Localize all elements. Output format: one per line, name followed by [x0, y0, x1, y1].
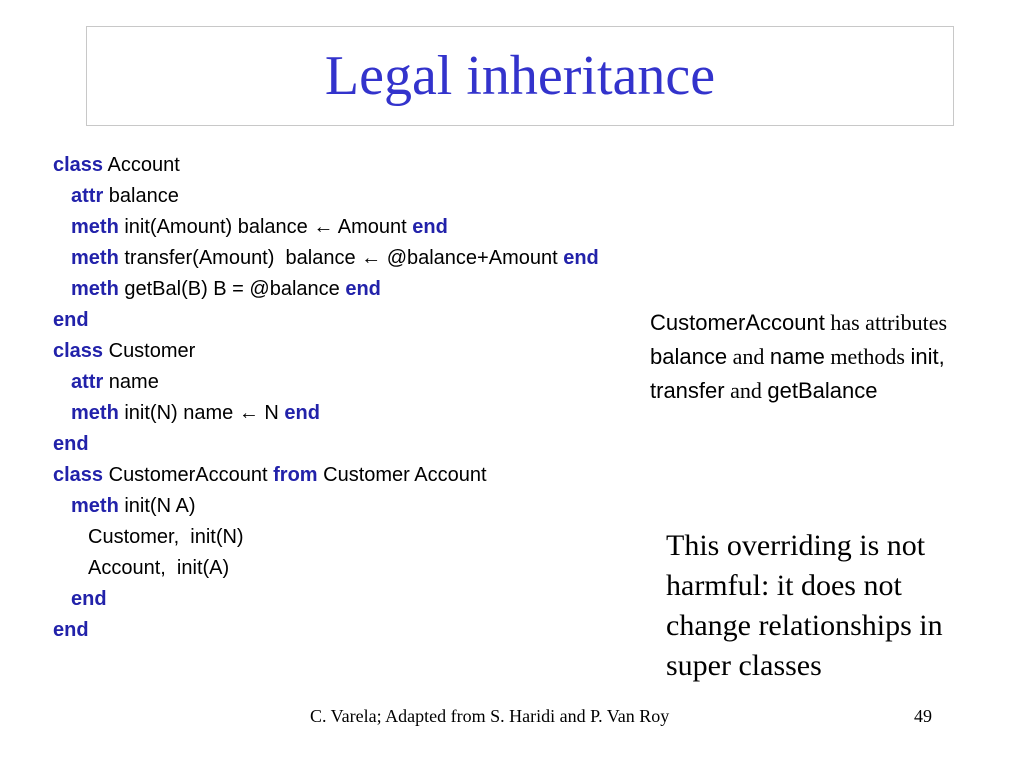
code-line — [53, 615, 653, 646]
code-line — [53, 305, 653, 336]
note-text: balance — [650, 344, 728, 369]
keyword: attr — [71, 185, 104, 207]
keyword: class — [53, 340, 104, 362]
code-line — [53, 336, 653, 367]
code-text: Customer — [103, 340, 196, 362]
code-text: CustomerAccount — [103, 464, 274, 486]
code-text: init(N) name ← N — [118, 402, 285, 424]
keyword: end — [53, 309, 89, 331]
note-text: init, transfer — [650, 344, 945, 403]
code-line — [53, 212, 653, 243]
code-line — [53, 460, 653, 491]
keyword: meth — [71, 402, 119, 424]
keyword: end — [345, 278, 381, 300]
note-text: methods — [824, 344, 911, 369]
code-text: name — [103, 371, 159, 393]
keyword: class — [53, 464, 104, 486]
code-text: balance — [103, 185, 179, 207]
code-listing — [53, 150, 653, 646]
code-line — [53, 243, 653, 274]
keyword: from — [273, 464, 318, 486]
code-text: init(Amount) balance ← Amount — [118, 216, 413, 238]
keyword: end — [53, 619, 89, 641]
code-line — [53, 367, 653, 398]
slide-footer: C. Varela; Adapted from S. Haridi and P. Van Roy — [310, 706, 670, 726]
keyword: attr — [71, 371, 104, 393]
code-text: Customer Account — [317, 464, 487, 486]
code-text: getBal(B) B = @balance — [118, 278, 346, 300]
keyword: meth — [71, 278, 119, 300]
code-line — [53, 181, 653, 212]
keyword: end — [412, 216, 448, 238]
note-text: has attributes — [824, 310, 948, 335]
keyword: end — [563, 247, 599, 269]
code-text: Customer, init(N) — [88, 526, 244, 548]
page-number: 49 — [914, 706, 932, 726]
keyword: end — [53, 433, 89, 455]
slide-title: Legal inheritance — [324, 45, 716, 107]
code-line — [53, 491, 653, 522]
code-text: init(N A) — [118, 495, 196, 517]
overriding-remark: This overriding is not harmful: it does not change relationships in super classes — [666, 529, 943, 682]
attributes-note — [650, 306, 980, 408]
code-line — [53, 398, 653, 429]
title-box — [86, 26, 954, 126]
keyword: end — [71, 588, 107, 610]
code-line — [53, 522, 653, 553]
code-line — [53, 274, 653, 305]
code-text: Account — [103, 154, 180, 176]
note-text: name — [769, 344, 825, 369]
keyword: meth — [71, 216, 119, 238]
code-line — [53, 429, 653, 460]
note-text: CustomerAccount — [650, 310, 825, 335]
keyword: meth — [71, 495, 119, 517]
code-line — [53, 150, 653, 181]
code-line — [53, 584, 653, 615]
keyword: end — [284, 402, 320, 424]
keyword: meth — [71, 247, 119, 269]
note-text: and — [724, 378, 768, 403]
note-text: and — [727, 344, 770, 369]
code-text: transfer(Amount) balance ← @balance+Amount — [118, 247, 564, 269]
keyword: class — [53, 154, 104, 176]
code-text: Account, init(A) — [88, 557, 230, 579]
code-line — [53, 553, 653, 584]
note-text: getBalance — [767, 378, 878, 403]
